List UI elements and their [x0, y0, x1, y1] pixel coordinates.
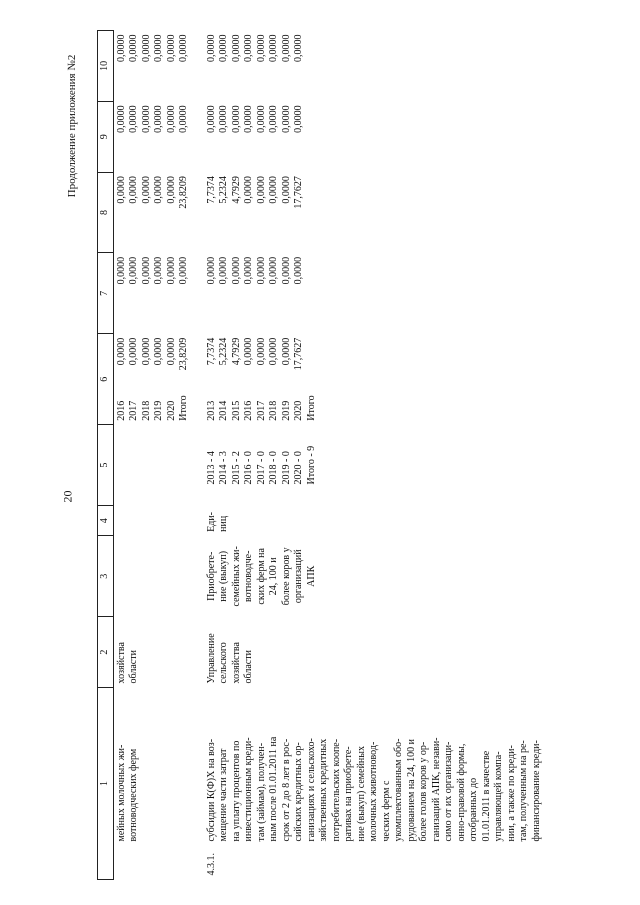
cell-line: 0,0000 [153, 176, 164, 204]
cell-line: 0,0000 [153, 256, 164, 285]
cell-line: 2018 - 0 [268, 451, 279, 485]
cell-line: 0,0000 [243, 337, 254, 366]
cell-line: 0,0000 [243, 34, 254, 62]
value-cell [113, 425, 192, 506]
cell-line: 0,0000 [268, 105, 279, 133]
cell-line: 2018 [140, 400, 152, 421]
cell-line: рудованием на 24, 100 и [405, 739, 417, 842]
cell-line: 2019 [153, 400, 164, 421]
cell-line: области [243, 650, 254, 684]
cell-line: 0,0000 [128, 176, 139, 204]
cell-line: семейных жи- [230, 546, 242, 607]
cell-line: 0,0000 [140, 34, 152, 62]
amount-cell [113, 253, 192, 334]
cell-line: 0,0000 [153, 105, 164, 133]
col-header: 7 [98, 253, 114, 334]
cell-line: 23,8209 [178, 176, 189, 209]
cell-line: 0,0000 [153, 34, 164, 62]
cell-line: 0,0000 [293, 34, 304, 62]
cell-line: 0,0000 [205, 34, 217, 62]
cell-line: 0,0000 [243, 256, 254, 285]
cell-line: 0,0000 [153, 337, 164, 366]
result-cell [113, 536, 192, 617]
cell-line: Еди- [205, 511, 217, 532]
cell-line: молочных животновод- [368, 741, 379, 842]
cell-line: 0,0000 [115, 337, 127, 366]
cell-line: ниц [218, 515, 229, 532]
year-amount-cell [113, 334, 192, 425]
cell-line: 0,0000 [178, 34, 189, 62]
cell-line: 0,0000 [128, 34, 139, 62]
cell-line: ративах на приобрете- [343, 746, 354, 842]
table-row [192, 31, 545, 880]
cell-line: 5,2324 [218, 176, 229, 204]
cell-line: 0,0000 [115, 256, 127, 285]
cell-line: 0,0000 [243, 105, 254, 133]
cell-line: Итого [178, 395, 189, 421]
cell-line: 0,0000 [218, 105, 229, 133]
cell-line: сельского [218, 642, 229, 684]
cell-line: 2014 - 3 [218, 451, 229, 485]
cell-line: срок от 2 до 8 лет в рос- [280, 738, 292, 842]
cell-line: 24, 100 и [268, 557, 279, 596]
cell-line: 0,0000 [205, 105, 217, 133]
cell-line: 2016 [115, 400, 127, 421]
cell-line: ние (выкуп) семейных [355, 746, 367, 842]
cell-line: управляющей компа- [493, 751, 504, 842]
cell-line: Приобрете- [205, 551, 217, 601]
cell-line: 2019 [280, 400, 292, 421]
cell-line: 17,7627 [293, 337, 304, 371]
cell-line: хозяйства [115, 642, 127, 684]
col-header: 2 [98, 617, 114, 688]
cell-line: ным после 01.01.2011 на [268, 736, 279, 842]
cell-line: 0,0000 [230, 256, 242, 285]
executor-cell [192, 617, 545, 688]
cell-line: 0,0000 [165, 256, 177, 285]
col-header: 9 [98, 101, 114, 172]
cell-line: 0,0000 [128, 256, 139, 285]
cell-line: 0,0000 [218, 256, 229, 285]
cell-line: 2013 - 4 [205, 451, 217, 485]
cell-line: 0,0000 [230, 34, 242, 62]
cell-line: Итого - 9 [305, 445, 317, 485]
cell-line: финансирование креди- [530, 740, 542, 842]
cell-line: 2017 - 0 [255, 451, 267, 485]
measure-description [192, 687, 545, 879]
cell-line: 4,7929 [230, 337, 242, 366]
cell-line: 0,0000 [178, 256, 189, 285]
cell-line: 2013 [205, 400, 217, 421]
cell-line: 0,0000 [115, 34, 127, 62]
cell-line: 0,0000 [268, 34, 279, 62]
col-header: 8 [98, 172, 114, 253]
amount-cell [113, 101, 192, 172]
page-number: 20 [60, 490, 75, 503]
result-cell [192, 536, 545, 617]
cell-line: 0,0000 [255, 176, 267, 204]
cell-line: онно-правовой формы, [455, 743, 467, 842]
cell-line: 0,0000 [115, 105, 127, 133]
cell-line: отобранных до [468, 777, 479, 842]
unit-cell [113, 506, 192, 536]
measure-description [113, 687, 192, 879]
cell-line: ганизациях и сельскохо- [305, 738, 317, 842]
cell-line: 2020 [165, 400, 177, 421]
cell-line: 0,0000 [255, 256, 267, 285]
cell-line: ческих ферм с [380, 780, 392, 842]
cell-line: 0,0000 [165, 105, 177, 133]
cell-line: 0,0000 [280, 34, 292, 62]
cell-line: 5,2324 [218, 337, 229, 366]
item-number: 4.3.1. [205, 853, 217, 876]
cell-line: 0,0000 [128, 105, 139, 133]
cell-line: 0,0000 [255, 34, 267, 62]
cell-line: 0,0000 [268, 176, 279, 204]
cell-line: на уплату процентов по [230, 740, 242, 842]
amount-cell [192, 101, 545, 172]
col-header: 4 [98, 506, 114, 536]
cell-line: АПК [305, 565, 317, 587]
cell-line: симо от их организаци- [443, 741, 454, 842]
cell-line: мейных молочных жи- [115, 744, 127, 842]
cell-line: 2019 - 0 [280, 451, 292, 485]
cell-line: 0,0000 [255, 337, 267, 366]
cell-line: хозяйства [230, 642, 242, 684]
unit-cell [192, 506, 545, 536]
cell-line: потребительских коопе- [330, 738, 342, 842]
cell-line: 0,0000 [230, 105, 242, 133]
amount-cell [192, 172, 545, 253]
executor-cell [113, 617, 192, 688]
cell-line: 0,0000 [293, 105, 304, 133]
cell-line: 0,0000 [128, 337, 139, 366]
cell-line: Управление [205, 633, 217, 684]
cell-line: 0,0000 [280, 337, 292, 366]
cell-line: 0,0000 [115, 176, 127, 204]
cell-line: 0,0000 [165, 337, 177, 366]
cell-line: инвестиционным креди- [243, 737, 254, 842]
appendix-table [97, 30, 612, 880]
cell-line: 2016 [243, 400, 254, 421]
cell-line: 17,7627 [293, 176, 304, 209]
cell-line: 2018 [268, 400, 279, 421]
cell-line: 0,0000 [178, 105, 189, 133]
cell-line: более голов коров у ор- [418, 741, 429, 842]
cell-line: 0,0000 [140, 337, 152, 366]
col-header: 5 [98, 425, 114, 506]
cell-line: 2017 [255, 400, 267, 421]
cell-line: 0,0000 [243, 176, 254, 204]
cell-line: 0,0000 [293, 256, 304, 285]
col-header: 6 [98, 334, 114, 425]
cell-line: 2014 [218, 400, 229, 421]
cell-line: 2017 [128, 400, 139, 421]
cell-line: 4,7929 [230, 176, 242, 204]
cell-line: организаций [293, 549, 304, 604]
cell-line: 0,0000 [165, 34, 177, 62]
cell-line: ние (выкуп) [218, 550, 229, 602]
amount-cell [113, 172, 192, 253]
col-header: 3 [98, 536, 114, 617]
cell-line: нии, а также по креди- [505, 745, 517, 842]
cell-line: области [128, 650, 139, 684]
cell-line: 7,7374 [205, 337, 217, 366]
cell-line: 0,0000 [218, 34, 229, 62]
cell-line: 0,0000 [280, 176, 292, 204]
cell-line: 0,0000 [140, 176, 152, 204]
table-row [113, 31, 192, 880]
cell-line: 0,0000 [205, 256, 217, 285]
cell-line: 0,0000 [140, 256, 152, 285]
year-amount-cell [192, 334, 545, 425]
cell-line: более коров у [280, 547, 292, 606]
cell-line: мещение части затрат [218, 748, 229, 842]
cell-line: субсидии К(Ф)Х на воз- [205, 738, 217, 842]
data-table [97, 30, 544, 880]
cell-line: 0,0000 [165, 176, 177, 204]
cell-line: 23,8209 [178, 337, 189, 371]
cell-line: 0,0000 [268, 337, 279, 366]
cell-line: 0,0000 [140, 105, 152, 133]
cell-line: 0,0000 [280, 256, 292, 285]
cell-line: зяйственных кредитных [318, 738, 329, 842]
cell-line: ских ферм на [255, 548, 267, 605]
cell-line: вотноводче- [243, 550, 254, 603]
cell-line: там (займам), получен- [255, 742, 267, 842]
cell-line: 0,0000 [280, 105, 292, 133]
appendix-continuation-title: Продолжение приложения №2 [66, 54, 78, 198]
col-header: 10 [98, 31, 114, 102]
cell-line: 0,0000 [255, 105, 267, 133]
cell-line: 2016 - 0 [243, 451, 254, 485]
cell-line: там, полученным на ре- [518, 740, 529, 842]
cell-line: 2015 [230, 400, 242, 421]
amount-cell [192, 31, 545, 102]
value-cell [192, 425, 545, 506]
amount-cell [113, 31, 192, 102]
cell-line: 0,0000 [268, 256, 279, 285]
cell-line: 7,7374 [205, 176, 217, 204]
cell-line: 01.01.2011 в качестве [480, 750, 492, 842]
amount-cell [192, 253, 545, 334]
cell-line: 2020 - 0 [293, 451, 304, 485]
cell-line: ганизаций АПК, незави- [430, 737, 442, 842]
header-row [98, 31, 114, 880]
cell-line: 2020 [293, 400, 304, 421]
cell-line: 2015 - 2 [230, 451, 242, 485]
cell-line: вотноводческих ферм [128, 748, 139, 842]
cell-line: сийских кредитных ор- [293, 742, 304, 842]
cell-line: Итого [305, 395, 317, 421]
cell-line: укомплектованным обо- [393, 738, 404, 842]
col-header: 1 [98, 687, 114, 879]
